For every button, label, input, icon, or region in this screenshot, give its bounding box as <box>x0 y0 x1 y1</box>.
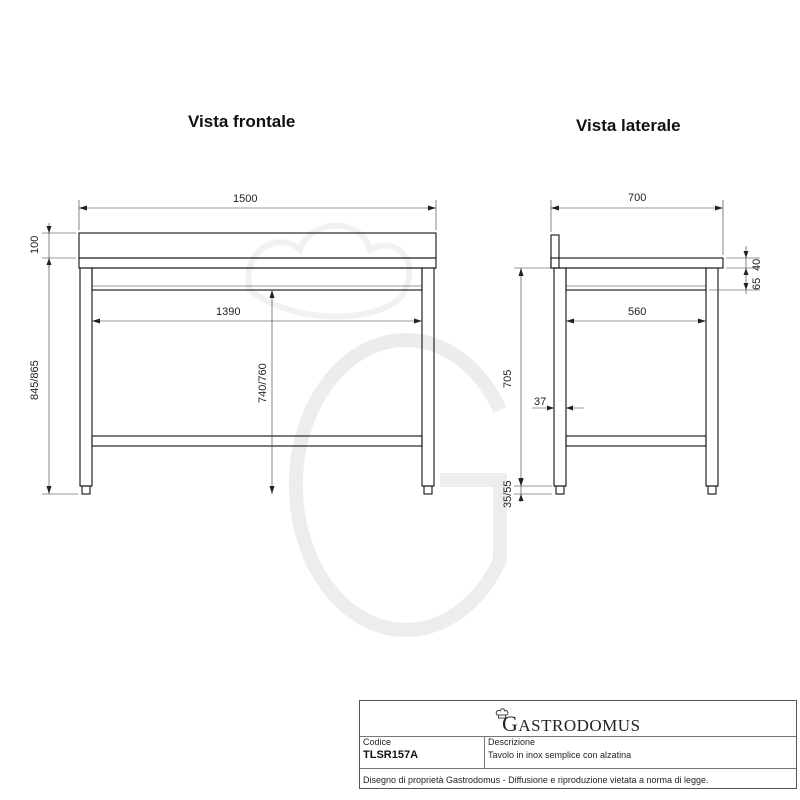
dim-front-100: 100 <box>29 235 41 254</box>
front-view-title: Vista frontale <box>188 112 296 131</box>
dim-side-560: 560 <box>628 306 647 318</box>
side-leg-left <box>554 268 566 486</box>
description-label: Descrizione <box>488 737 536 747</box>
dim-side-35-55: 35/55 <box>502 480 514 508</box>
dim-side-37: 37 <box>534 396 547 408</box>
dim-front-740-760: 740/760 <box>257 363 269 403</box>
title-block <box>359 700 797 789</box>
ownership-notice: Disegno di proprietà Gastrodomus - Diffusione e riproduzione vietata a norma di legge. <box>363 775 709 785</box>
dim-side-65: 65 <box>751 277 763 290</box>
front-foot-right <box>424 486 432 494</box>
side-leg-right <box>706 268 718 486</box>
side-backsplash <box>551 235 559 268</box>
side-frame <box>566 268 706 290</box>
title-block-divider-horizontal <box>360 768 796 769</box>
title-block-divider-vertical <box>484 736 485 768</box>
title-block-logo-row <box>360 701 796 737</box>
dim-side-40: 40 <box>751 258 763 271</box>
front-undershelf <box>92 436 422 446</box>
dim-side-700: 700 <box>628 192 647 204</box>
side-undershelf <box>566 436 706 446</box>
front-worktop <box>79 258 436 268</box>
side-foot-left <box>556 486 564 494</box>
code-value: TLSR157A <box>363 749 419 761</box>
brand-rest: ASTRODOMUS <box>518 716 641 735</box>
side-view-title: Vista laterale <box>576 116 681 135</box>
dim-front-845-865: 845/865 <box>29 360 41 400</box>
front-leg-left <box>80 268 92 486</box>
brand-logo <box>502 711 641 737</box>
side-foot-right <box>708 486 716 494</box>
code-label: Codice <box>363 737 392 747</box>
front-foot-left <box>82 486 90 494</box>
dim-front-1500: 1500 <box>233 193 258 205</box>
dim-front-1390: 1390 <box>216 306 241 318</box>
brand-initial: G <box>502 711 519 736</box>
front-leg-right <box>422 268 434 486</box>
side-worktop <box>551 258 723 268</box>
side-view <box>502 192 763 508</box>
dim-side-705: 705 <box>502 369 514 388</box>
front-frame <box>92 268 422 290</box>
description-value: Tavolo in inox semplice con alzatina <box>488 750 632 760</box>
